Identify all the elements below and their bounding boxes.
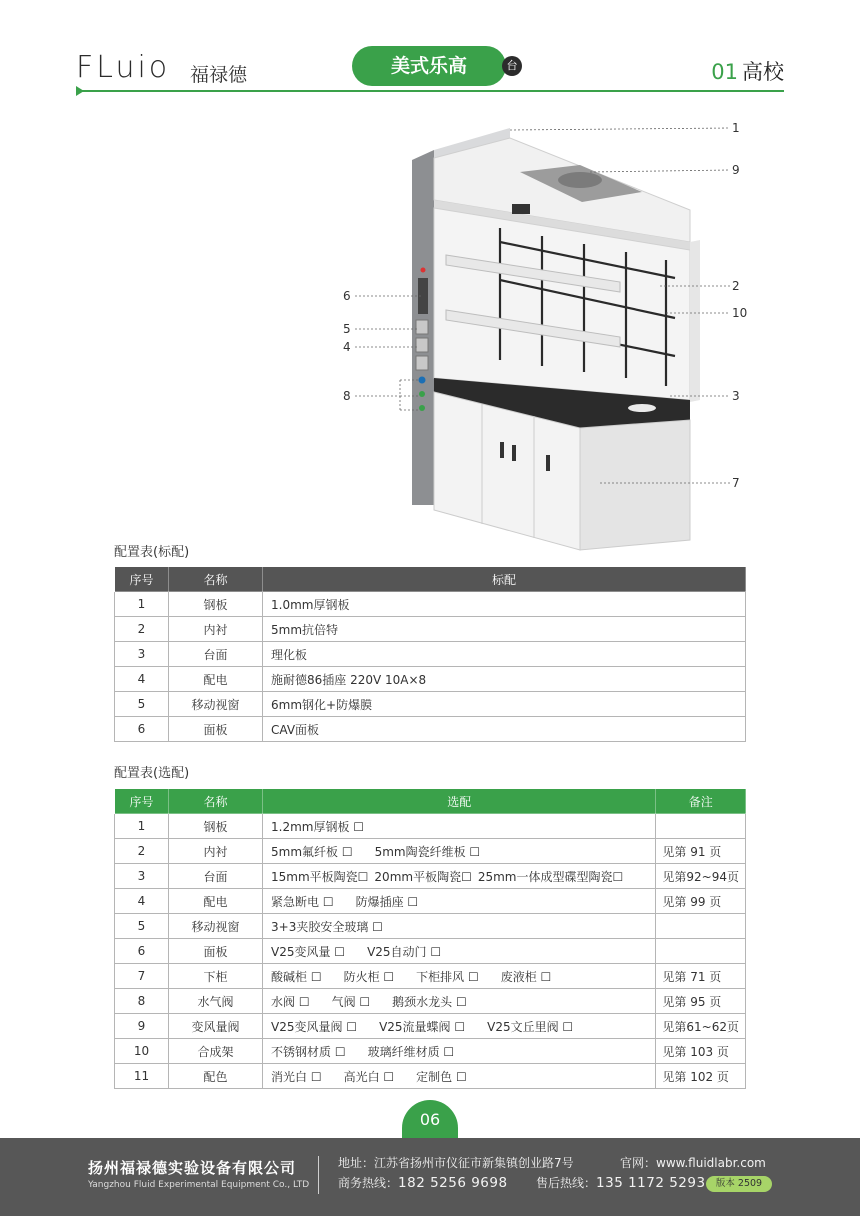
table-row — [115, 989, 746, 1014]
sales-hotline — [338, 1174, 508, 1191]
company-name: 扬州福禄德实验设备有限公司 — [88, 1159, 297, 1177]
row-note — [656, 814, 746, 839]
col-header-note: 备注 — [656, 789, 746, 814]
row-options — [263, 939, 656, 964]
page-footer — [0, 1138, 860, 1216]
row-name: 台面 — [169, 864, 263, 889]
service-hotline-label: 售后热线： — [536, 1176, 597, 1190]
row-name: 内衬 — [169, 839, 263, 864]
table-row — [115, 642, 746, 667]
logo-wordmark: FLuio — [76, 50, 171, 85]
callout-6: 6 — [343, 289, 351, 303]
standard-config-table — [114, 566, 746, 742]
service-hotline-number: 135 1172 5293 — [596, 1175, 706, 1191]
option-checkbox-item[interactable]: 玻璃纤维材质 ☐ — [367, 1044, 455, 1059]
row-number: 4 — [115, 889, 169, 914]
callout-9: 9 — [732, 163, 740, 177]
table-header-row — [115, 567, 746, 592]
row-number: 4 — [115, 667, 169, 692]
row-note: 见第 103 页 — [656, 1039, 746, 1064]
row-standard: 5mm抗倍特 — [263, 617, 746, 642]
row-standard: 6mm钢化+防爆膜 — [263, 692, 746, 717]
callout-2: 2 — [732, 279, 740, 293]
row-number: 7 — [115, 964, 169, 989]
table-row — [115, 717, 746, 742]
table-row — [115, 1039, 746, 1064]
row-number: 6 — [115, 717, 169, 742]
footer-divider — [318, 1156, 319, 1194]
company-address: 地址：江苏省扬州市仪征市新集镇创业路7号 — [338, 1156, 574, 1170]
option-checkbox-item[interactable]: 气阀 ☐ — [331, 994, 371, 1009]
optional-table-title: 配置表(选配) — [114, 766, 190, 781]
sales-hotline-label: 商务热线： — [338, 1176, 399, 1190]
option-checkbox-item[interactable]: 水阀 ☐ — [271, 994, 310, 1009]
table-row — [115, 617, 746, 642]
row-number: 10 — [115, 1039, 169, 1064]
option-checkbox-item[interactable]: 5mm陶瓷纤维板 ☐ — [374, 844, 481, 859]
row-number: 1 — [115, 592, 169, 617]
option-checkbox-item[interactable]: V25变风量 ☐ — [271, 944, 346, 959]
row-name: 合成架 — [169, 1039, 263, 1064]
row-note: 见第 71 页 — [656, 964, 746, 989]
row-note: 见第 99 页 — [656, 889, 746, 914]
table-row — [115, 667, 746, 692]
row-number: 5 — [115, 692, 169, 717]
company-website: 官网：www.fluidlabr.com — [620, 1156, 766, 1170]
callout-4: 4 — [343, 340, 351, 354]
row-note: 见第 91 页 — [656, 839, 746, 864]
option-checkbox-item[interactable]: 高光白 ☐ — [343, 1069, 395, 1084]
sales-hotline-number: 182 5256 9698 — [398, 1175, 508, 1191]
callout-3: 3 — [732, 389, 740, 403]
table-row — [115, 914, 746, 939]
table-row — [115, 839, 746, 864]
row-standard: 1.0mm厚钢板 — [263, 592, 746, 617]
option-checkbox-item[interactable]: 20mm平板陶瓷☐ — [374, 869, 472, 884]
row-name: 台面 — [169, 642, 263, 667]
row-note: 见第 95 页 — [656, 989, 746, 1014]
row-name: 移动视窗 — [169, 692, 263, 717]
option-checkbox-item[interactable]: 鹅颈水龙头 ☐ — [392, 994, 467, 1009]
table-row — [115, 939, 746, 964]
table-header-row — [115, 789, 746, 814]
table-row — [115, 592, 746, 617]
row-number: 5 — [115, 914, 169, 939]
option-checkbox-item[interactable]: 15mm平板陶瓷☐ — [271, 869, 369, 884]
option-checkbox-item[interactable]: 紧急断电 ☐ — [271, 894, 334, 909]
optional-config-table — [114, 788, 746, 1089]
table-row — [115, 964, 746, 989]
logo-chinese-name: 福禄德 — [190, 64, 248, 86]
table-row — [115, 814, 746, 839]
row-note — [656, 914, 746, 939]
row-number: 8 — [115, 989, 169, 1014]
option-checkbox-item[interactable]: 25mm一体成型碟型陶瓷☐ — [477, 869, 624, 884]
row-name: 面板 — [169, 717, 263, 742]
option-checkbox-item[interactable]: 不锈钢材质 ☐ — [271, 1044, 346, 1059]
col-header-no: 序号 — [115, 567, 169, 592]
option-checkbox-item[interactable]: 消光白 ☐ — [271, 1069, 322, 1084]
row-standard: CAV面板 — [263, 717, 746, 742]
option-checkbox-item[interactable]: 防火柜 ☐ — [343, 969, 395, 984]
row-options — [263, 964, 656, 989]
option-checkbox-item[interactable]: V25变风量阀 ☐ — [271, 1019, 358, 1034]
row-options — [263, 1064, 656, 1089]
row-number: 2 — [115, 617, 169, 642]
row-note: 见第92~94页 — [656, 864, 746, 889]
row-standard: 施耐德86插座 220V 10A×8 — [263, 667, 746, 692]
row-name: 钢板 — [169, 592, 263, 617]
row-name: 下柜 — [169, 964, 263, 989]
row-number: 3 — [115, 864, 169, 889]
row-name: 面板 — [169, 939, 263, 964]
row-options — [263, 989, 656, 1014]
option-checkbox-item[interactable]: V25流量蝶阀 ☐ — [379, 1019, 466, 1034]
page-number: 06 — [402, 1100, 458, 1140]
option-checkbox-item[interactable]: 防爆插座 ☐ — [355, 894, 419, 909]
row-name: 水气阀 — [169, 989, 263, 1014]
col-header-no: 序号 — [115, 789, 169, 814]
table-row — [115, 889, 746, 914]
option-checkbox-item[interactable]: 1.2mm厚钢板 ☐ — [271, 819, 365, 834]
header-rule-arrow — [76, 86, 84, 96]
option-checkbox-item[interactable]: 废液柜 ☐ — [500, 969, 552, 984]
row-options — [263, 1014, 656, 1039]
callout-7: 7 — [732, 476, 740, 490]
row-name: 配色 — [169, 1064, 263, 1089]
row-options — [263, 1039, 656, 1064]
option-checkbox-item[interactable]: 定制色 ☐ — [416, 1069, 467, 1084]
table-row — [115, 864, 746, 889]
fume-hood-illustration — [330, 110, 770, 560]
table-row — [115, 1014, 746, 1039]
row-number: 6 — [115, 939, 169, 964]
option-checkbox-item[interactable]: 5mm氟纤板 ☐ — [271, 844, 353, 859]
section-label — [711, 56, 784, 86]
callout-5: 5 — [343, 322, 351, 336]
option-checkbox-item[interactable]: 酸碱柜 ☐ — [271, 969, 322, 984]
row-note: 见第 102 页 — [656, 1064, 746, 1089]
fume-hood-drawing — [330, 110, 770, 560]
page-header — [0, 0, 860, 110]
row-note: 见第61~62页 — [656, 1014, 746, 1039]
table-row — [115, 1064, 746, 1089]
table-row — [115, 692, 746, 717]
row-name: 钢板 — [169, 814, 263, 839]
version-badge: 版本 2509 — [706, 1176, 772, 1192]
option-checkbox-item[interactable]: 3+3夹胶安全玻璃 ☐ — [271, 919, 383, 934]
col-header-options: 选配 — [263, 789, 656, 814]
callout-1: 1 — [732, 121, 740, 135]
row-name: 变风量阀 — [169, 1014, 263, 1039]
row-name: 配电 — [169, 889, 263, 914]
row-number: 11 — [115, 1064, 169, 1089]
product-name-pill: 美式乐高 — [352, 46, 506, 86]
callout-10: 10 — [732, 306, 748, 320]
row-options — [263, 889, 656, 914]
row-options — [263, 864, 656, 889]
company-name-en: Yangzhou Fluid Experimental Equipment Co., LTD — [88, 1180, 310, 1190]
col-header-name: 名称 — [169, 789, 263, 814]
row-options — [263, 914, 656, 939]
row-standard: 理化板 — [263, 642, 746, 667]
standard-table-title: 配置表(标配) — [114, 545, 190, 560]
row-number: 1 — [115, 814, 169, 839]
row-note — [656, 939, 746, 964]
product-unit-badge: 台 — [502, 56, 522, 76]
row-options — [263, 814, 656, 839]
section-number: 01 — [711, 60, 738, 84]
row-number: 3 — [115, 642, 169, 667]
section-name: 高校 — [742, 60, 784, 84]
row-options — [263, 839, 656, 864]
callout-8: 8 — [343, 389, 351, 403]
header-rule — [76, 90, 784, 92]
service-hotline — [536, 1174, 706, 1191]
option-checkbox-item[interactable]: 下柜排风 ☐ — [416, 969, 479, 984]
row-number: 9 — [115, 1014, 169, 1039]
option-checkbox-item[interactable]: V25自动门 ☐ — [367, 944, 442, 959]
row-name: 配电 — [169, 667, 263, 692]
col-header-standard: 标配 — [263, 567, 746, 592]
row-name: 内衬 — [169, 617, 263, 642]
row-number: 2 — [115, 839, 169, 864]
option-checkbox-item[interactable]: V25文丘里阀 ☐ — [487, 1019, 574, 1034]
col-header-name: 名称 — [169, 567, 263, 592]
row-name: 移动视窗 — [169, 914, 263, 939]
